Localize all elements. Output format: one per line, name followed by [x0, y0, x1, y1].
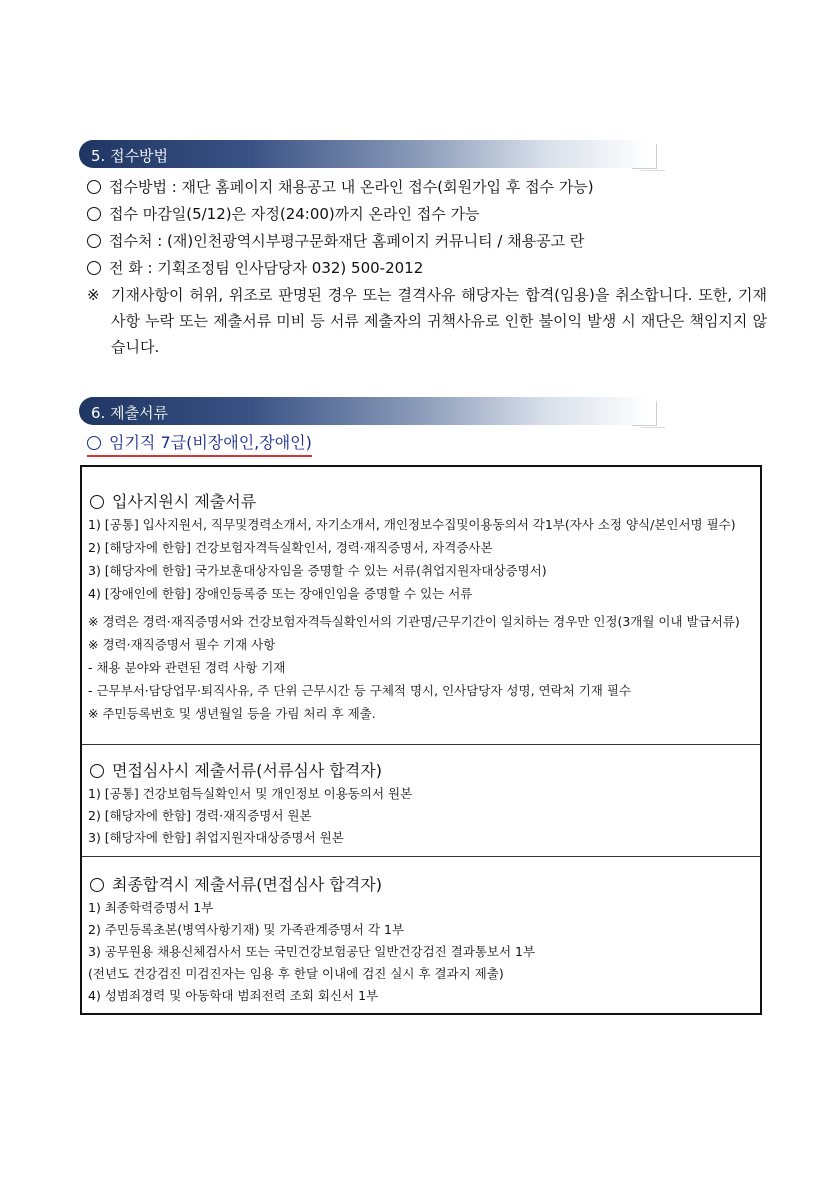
block-line: 2) [해당자에 한함] 경력·재직증명서 원본 [88, 808, 312, 823]
circle-bullet-icon [87, 261, 101, 275]
circle-bullet-icon [87, 207, 101, 221]
documents-table [80, 465, 762, 1015]
block-title: 입사지원시 제출서류 [90, 489, 256, 512]
section-6-header [79, 397, 649, 425]
header-decoration-line [641, 150, 665, 171]
circle-bullet-icon [90, 878, 104, 892]
block-line: - 근무부서·담당업무·퇴직사유, 주 단위 근무시간 등 구체적 명시, 인사담당자 성명, 연락처 기재 필수 [88, 683, 631, 698]
block-line: 2) [해당자에 한함] 건강보험자격득실확인서, 경력·재직증명서, 자격증사본 [88, 540, 493, 555]
block-line: ※ 주민등록번호 및 생년월일 등을 가림 처리 후 제출. [88, 706, 376, 721]
block-line: 1) [공통] 입사지원서, 직무및경력소개서, 자기소개서, 개인정보수집및이용동의서 각1부(자사 소정 양식/본인서명 필수) [88, 517, 736, 532]
section-5-note [87, 282, 767, 360]
documents-block [82, 467, 760, 745]
section-6-subtitle: 임기직 7급(비장애인,장애인) [87, 432, 312, 457]
block-line: ※ 경력·재직증명서 필수 기재 사항 [88, 637, 276, 652]
circle-bullet-icon [90, 764, 104, 778]
header-decoration-line [641, 407, 665, 428]
block-title: 면접심사시 제출서류(서류심사 합격자) [90, 758, 382, 781]
section-5-item: 접수처 : (재)인천광역시부평구문화재단 홈페이지 커뮤니티 / 채용공고 란 [87, 228, 584, 254]
block-line: 4) [장애인에 한함] 장애인등록증 또는 장애인임을 증명할 수 있는 서류 [88, 586, 473, 601]
circle-bullet-icon [87, 234, 101, 248]
section-5-item: 접수방법 : 재단 홈페이지 채용공고 내 온라인 접수(회원가입 후 접수 가능) [87, 174, 594, 200]
block-title: 최종합격시 제출서류(면접심사 합격자) [90, 872, 382, 895]
block-line: ※ 경력은 경력·재직증명서와 건강보험자격득실확인서의 기관명/근무기간이 일치하는 경우만 인정(3개월 이내 발급서류) [88, 614, 740, 629]
block-line: 3) [해당자에 한함] 국가보훈대상자임을 증명할 수 있는 서류(취업지원자대상증명서) [88, 563, 547, 578]
circle-bullet-icon [90, 495, 104, 509]
documents-block [82, 856, 760, 1013]
block-line: (전년도 건강검진 미검진자는 임용 후 한달 이내에 검진 실시 후 결과지 제출) [88, 966, 504, 981]
note-text: 기재사항이 허위, 위조로 판명된 경우 또는 결격사유 해당자는 합격(임용)을 취소합니다. 또한, 기재사항 누락 또는 제출서류 미비 등 서류 제출자의 귀책사유로 인한 불이익 발생 시 재단은 책임지지 않습니다. [111, 286, 767, 356]
block-line: 3) [해당자에 한함] 취업지원자대상증명서 원본 [88, 830, 344, 845]
section-5-title: 5. 접수방법 [91, 147, 169, 165]
block-line: 3) 공무원용 채용신체검사서 또는 국민건강보험공단 일반건강검진 결과통보서 1부 [88, 944, 536, 959]
documents-block [82, 744, 760, 857]
note-mark: ※ [87, 286, 100, 304]
section-5-item: 접수 마감일(5/12)은 자정(24:00)까지 온라인 접수 가능 [87, 201, 480, 227]
section-6-title: 6. 제출서류 [91, 404, 169, 422]
section-5-header [79, 140, 649, 168]
circle-bullet-icon [87, 180, 101, 194]
block-line: 2) 주민등록초본(병역사항기재) 및 가족관계증명서 각 1부 [88, 922, 405, 937]
block-line: 4) 성범죄경력 및 아동학대 범죄전력 조회 회신서 1부 [88, 988, 379, 1003]
section-5-item: 전 화 : 기획조정팀 인사담당자 032) 500-2012 [87, 255, 423, 281]
block-line: - 채용 분야와 관련된 경력 사항 기재 [88, 660, 286, 675]
block-line: 1) 최종학력증명서 1부 [88, 900, 214, 915]
circle-bullet-icon [87, 436, 101, 450]
block-line: 1) [공통] 건강보험득실확인서 및 개인정보 이용동의서 원본 [88, 786, 413, 801]
